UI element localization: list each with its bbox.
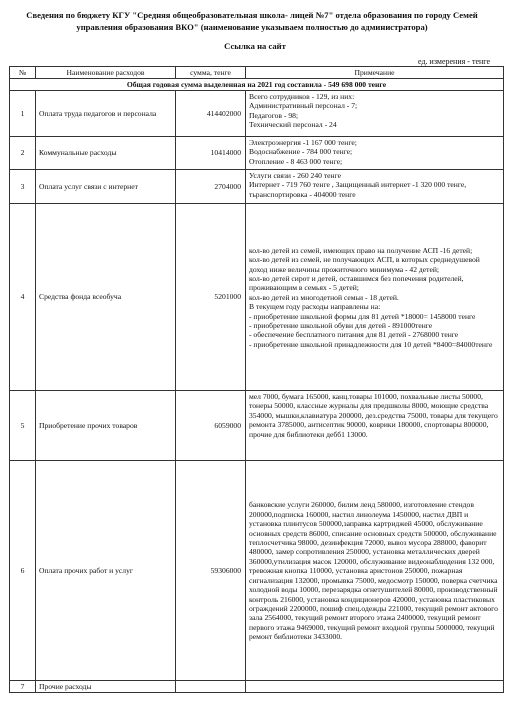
row-sum: 414402000 xyxy=(176,91,246,137)
table-row xyxy=(10,681,504,693)
table-row xyxy=(10,204,504,391)
row-sum: 10414000 xyxy=(176,137,246,170)
row-note: Всего сотрудников - 129, из них: Административный персонал - 7; Педагогов - 98; Технический персонал - 24 xyxy=(246,91,504,137)
row-no: 1 xyxy=(10,91,36,137)
header-line-1: Сведения по бюджету КГУ "Средняя общеобразовательная школа- лицей №7" отдела образования по городу Семей xyxy=(26,10,478,20)
row-name: Оплата услуг связи с интернет xyxy=(36,170,176,204)
row-note: Электроэнергия -1 167 000 тенге; Водоснабжение - 784 000 тенге; Отопление - 8 463 000 тенге; xyxy=(246,137,504,170)
table-header-row xyxy=(10,67,504,79)
column-header-name: Наименование расходов xyxy=(36,67,176,79)
total-row xyxy=(10,79,504,91)
budget-table xyxy=(9,66,504,693)
row-no: 5 xyxy=(10,391,36,461)
row-note: банковские услуги 260000, билим ленд 580000, изготовление стендов 200000,подписка 160000, настил линолеума 1450000, настил ДВП и установка плинтусов 500000,заправка картриджей 45000, обслуживание основных средств 86000, списание основных средств 500000, обслуживание теплосчетчика 98000, дезинфекция 72000, вывоз мусора 288000, фаворит 480000, замер сопротивления 250000, установка металлических дверей 360000,утилизация масок 120000, обслуживание видеонаблюдения 132 000, тревожная кнопка 110000, установка аристонов 250000, пожарная сигнализация 132000, промывка 75000, медосмотр 150000, поверка счетчика холодной воды 10000, перезарядка огнетушителей 80000, производственный контроль 216000, установка кондиционеров 420000, установка пластиковых ограждений 2200000, пошиф спец.одежды 221000, текущий ремонт актового зала 2564000, текущий ремонт второго этажа 2400000, текущий ремонт первого этажа 9469000, текущий ремонт входной группы 5000000, текущий ремонт библиотеки 3433000. xyxy=(246,461,504,681)
row-name: Коммунальные расходы xyxy=(36,137,176,170)
row-note: мел 7000, бумага 165000, канц.товары 101000, похвальные листы 50000, тонеры 50000, классные журналы для предшколы 8000, моющие средства 354000, мышки,клавиатура 200000, дез.средства 75000, товары для текущего ремонта 3785000, антисептик 90000, коврики 180000, спортовары 800000, прочие для библиотеки дебб1 13000. xyxy=(246,391,504,461)
row-name: Средства фонда всеобуча xyxy=(36,204,176,391)
row-name: Прочие расходы xyxy=(36,681,176,693)
row-note: Услуги связи - 260 240 тенге Интернет - 719 760 тенге , Защищенный интернет -1 320 000 тенге, тьранспортировка - 404000 тенге xyxy=(246,170,504,204)
row-sum: 2704000 xyxy=(176,170,246,204)
column-header-no: № xyxy=(10,67,36,79)
row-note xyxy=(246,681,504,693)
row-note: кол-во детей из семей, имеющих право на получение АСП -16 детей; кол-во детей из семей, не получающих АСП, в которых среднедушевой доход ниже величины прожиточного минимума - 42 детей; кол-во детей сирот и детей, оставшимся без попечения родителей, проживающим в семьях - 5 детей; кол-во детей из многодетной семьи - 18 детей. В текущем году расходы направлены на: - приобретение школьной формы для 81 детей *18000= 1458000 тенге - приобретение школьной обуви для детей - 891000тенге - обеспечение бесплатного питания для 81 детей - 2768000 тенге - приобретение школьной принадлежности для 10 детей *8400=84000тенге xyxy=(246,204,504,391)
row-no: 4 xyxy=(10,204,36,391)
row-name: Приобретение прочих товаров xyxy=(36,391,176,461)
row-sum xyxy=(176,681,246,693)
column-header-note: Примечание xyxy=(246,67,504,79)
column-header-sum: сумма, тенге xyxy=(176,67,246,79)
total-text: Общая годовая сумма выделенная на 2021 год составила - 549 698 000 тенге xyxy=(10,79,504,91)
row-name: Оплата труда педагогов и персонала xyxy=(36,91,176,137)
table-row xyxy=(10,91,504,137)
row-no: 2 xyxy=(10,137,36,170)
row-sum: 59306000 xyxy=(176,461,246,681)
row-sum: 5201000 xyxy=(176,204,246,391)
row-name: Оплата прочих работ и услуг xyxy=(36,461,176,681)
table-row xyxy=(10,461,504,681)
table-row xyxy=(10,170,504,204)
units-note: ед. измерения - тенге xyxy=(418,57,490,66)
site-link-label: Ссылка на сайт xyxy=(224,41,286,51)
header-line-2: управления образования ВКО" (наименование указываем полностью до администратора) xyxy=(76,21,428,32)
table-row xyxy=(10,137,504,170)
document-header xyxy=(22,10,482,33)
row-no: 6 xyxy=(10,461,36,681)
row-no: 7 xyxy=(10,681,36,693)
row-no: 3 xyxy=(10,170,36,204)
row-sum: 6059000 xyxy=(176,391,246,461)
table-row xyxy=(10,391,504,461)
